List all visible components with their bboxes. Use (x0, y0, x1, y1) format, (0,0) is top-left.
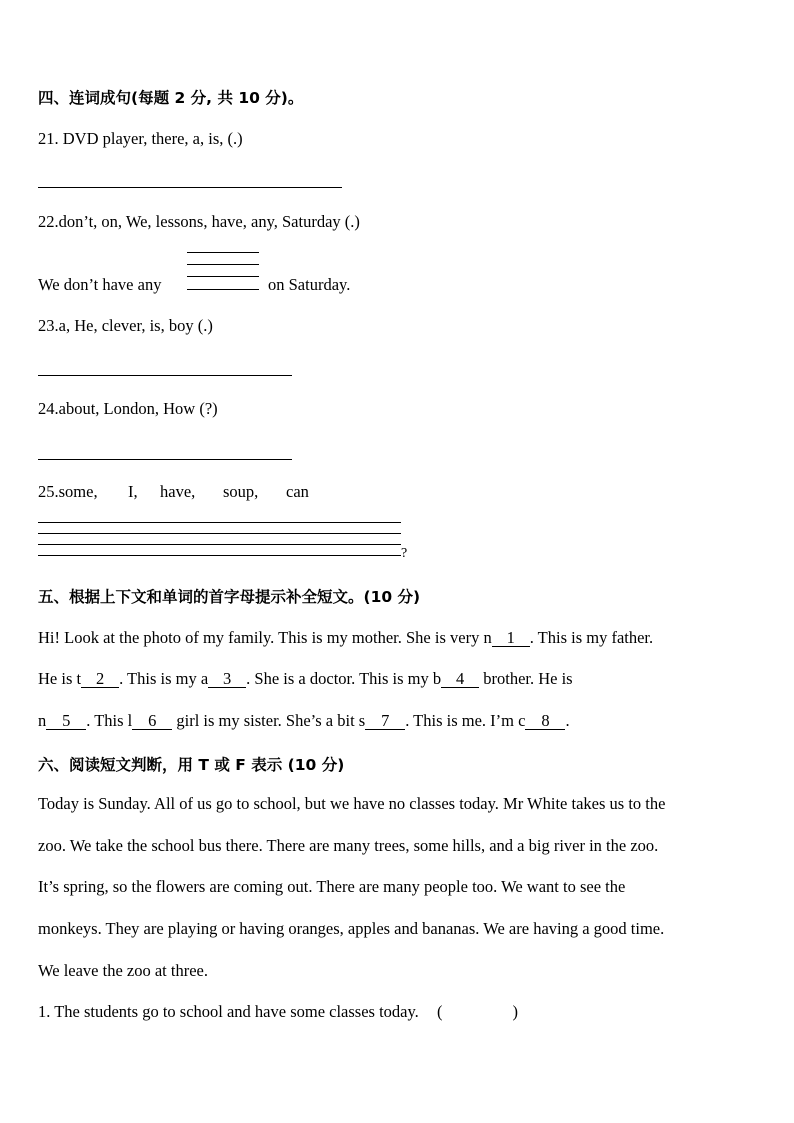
question-22-sentence-start: We don’t have any (38, 275, 162, 294)
question-25-word-4: can (286, 482, 309, 501)
answer-line-25b (38, 533, 401, 534)
answer-line-21[interactable] (38, 187, 342, 188)
answer-paren-close: ) (512, 1002, 518, 1021)
blank-7[interactable]: 7 (365, 712, 405, 730)
passage-line-2: zoo. We take the school bus there. There are many trees, some hills, and a big river in the zoo. (38, 836, 659, 855)
cloze-text: . (565, 711, 570, 730)
passage-line-4: monkeys. They are playing or having oranges, apples and bananas. We are having a good time. (38, 919, 665, 938)
answer-line-25c (38, 544, 401, 545)
cloze-text: n (38, 711, 47, 730)
section-6-heading (38, 753, 344, 775)
answer-line-22a (187, 252, 259, 253)
answer-line-22c (187, 276, 259, 277)
answer-line-25a (38, 522, 401, 523)
answer-line-22d[interactable] (187, 289, 259, 290)
cloze-text: Hi! Look at the photo of my family. This is my mother. She is very n (38, 628, 492, 647)
question-25-word-3: soup, (223, 482, 259, 501)
blank-4[interactable]: 4 (441, 670, 479, 688)
question-25-end-mark: ? (401, 546, 408, 561)
cloze-text: . She is a doctor. This is my b (246, 669, 442, 688)
answer-line-25d[interactable] (38, 555, 401, 556)
question-25-number: 25.some, (38, 482, 98, 501)
blank-5[interactable]: 5 (46, 712, 86, 730)
tf-question-text: 1. The students go to school and have some classes today. (38, 1002, 419, 1021)
cloze-line-1 (38, 628, 653, 648)
cloze-text: brother. He is (483, 669, 573, 688)
blank-8[interactable]: 8 (525, 712, 565, 730)
passage-line-5: We leave the zoo at three. (38, 961, 208, 980)
question-23: 23.a, He, clever, is, boy (.) (38, 316, 213, 335)
section-6-score: (10 分) (287, 756, 345, 774)
question-22-sentence-end: on Saturday. (268, 275, 351, 294)
cloze-line-3 (38, 711, 570, 731)
blank-1[interactable]: 1 (492, 629, 530, 647)
cloze-text: . This is my father. (529, 628, 654, 647)
answer-paren-open: ( (436, 1002, 443, 1021)
answer-line-24[interactable] (38, 459, 292, 460)
answer-line-22b (187, 264, 259, 265)
question-21: 21. DVD player, there, a, is, (.) (38, 129, 243, 148)
cloze-text: . This is my a (119, 669, 209, 688)
question-25-word-2: have, (160, 482, 196, 501)
blank-6[interactable]: 6 (132, 712, 172, 730)
question-22: 22.don’t, on, We, lessons, have, any, Saturday (.) (38, 212, 360, 231)
cloze-text: girl is my sister. She’s a bit s (176, 711, 366, 730)
blank-3[interactable]: 3 (208, 670, 246, 688)
cloze-line-2 (38, 669, 573, 689)
answer-line-23[interactable] (38, 375, 292, 376)
cloze-text: . This is me. I’m c (405, 711, 526, 730)
passage-line-1: Today is Sunday. All of us go to school, but we have no classes today. Mr White takes us to the (38, 794, 666, 813)
section-5-heading: 五、根据上下文和单词的首字母提示补全短文。(10 分) (38, 588, 421, 606)
question-24: 24.about, London, How (?) (38, 399, 218, 418)
section-6-title: 六、阅读短文判断，用 T 或 F 表示 (38, 756, 283, 774)
cloze-text: He is t (38, 669, 82, 688)
blank-2[interactable]: 2 (81, 670, 119, 688)
tf-question-1 (38, 1002, 518, 1022)
question-25-word-1: I, (128, 482, 138, 501)
passage-line-3: It’s spring, so the flowers are coming out. There are many people too. We want to see the (38, 877, 626, 896)
cloze-text: . This l (86, 711, 133, 730)
section-4-heading: 四、连词成句(每题 2 分, 共 10 分)。 (38, 89, 304, 107)
